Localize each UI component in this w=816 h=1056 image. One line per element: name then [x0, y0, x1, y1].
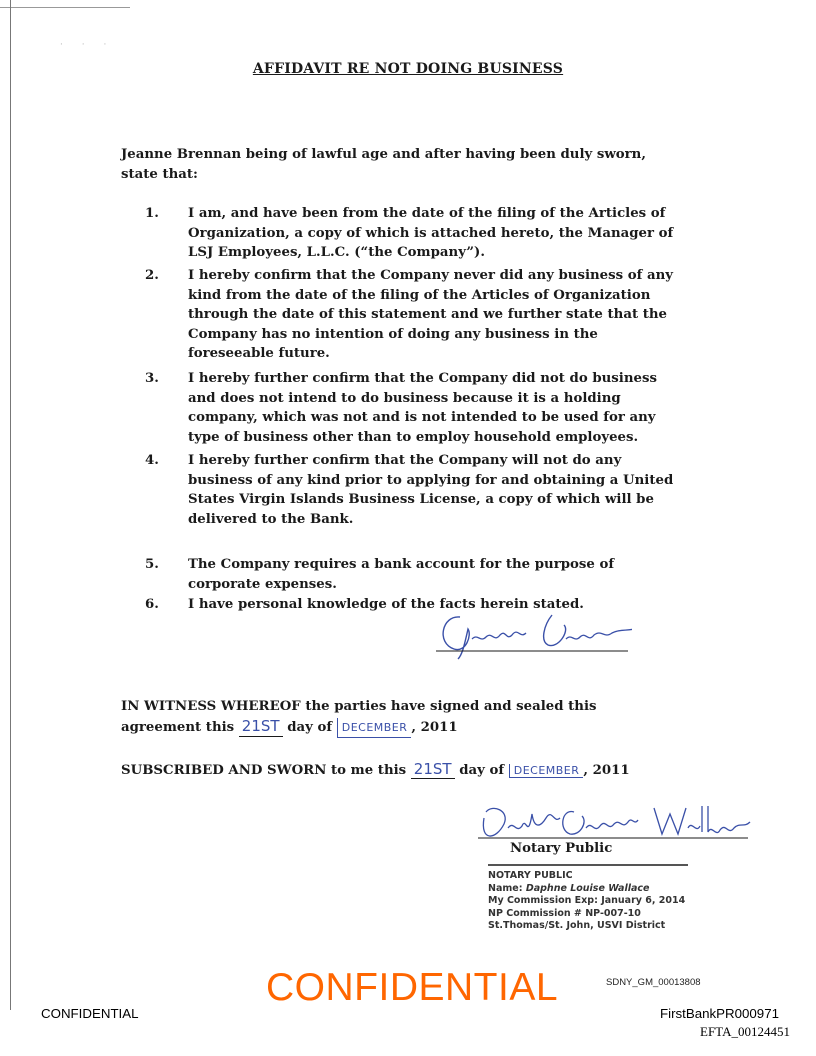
production-id: FirstBankPR000971 [660, 1006, 779, 1021]
item-text: I hereby confirm that the Company never did any business of any kind from the date of the filing of the Articles of Organization through the date of this statement and we further state that the Company has no intention of doing any business in the foreseeable future. [188, 268, 673, 361]
scan-specks: · · · [60, 40, 115, 50]
stamp-title: NOTARY PUBLIC [488, 870, 573, 881]
witness-statement: IN WITNESS WHEREOF the parties have signed and sealed this agreement this 21ST day of DECEMBER , 2011 [121, 697, 681, 738]
list-item [145, 266, 685, 364]
efta-id: EFTA_00124451 [700, 1024, 790, 1039]
notary-stamp [488, 870, 685, 933]
stamp-commission-no: NP Commission # NP-007-10 [488, 907, 641, 919]
item-text: I have personal knowledge of the facts herein stated. [188, 597, 584, 612]
stamp-district: St.Thomas/St. John, USVI District [488, 920, 666, 931]
stamp-divider [488, 864, 688, 866]
list-item [145, 555, 685, 594]
applicant-signature [432, 605, 632, 661]
bates-number: SDNY_GM_00013808 [606, 977, 701, 988]
intro-paragraph: Jeanne Brennan being of lawful age and after having been duly sworn, state that: [121, 147, 646, 182]
subscribed-day-handwritten: 21ST [411, 760, 455, 779]
subscribed-statement: SUBSCRIBED AND SWORN to me this 21ST day of DECEMBER , 2011 [121, 760, 630, 778]
stamp-name-line: Name: Daphne Louise Wallace [488, 882, 650, 894]
confidential-stamp: CONFIDENTIAL [266, 966, 559, 1009]
notary-public-label: Notary Public [510, 841, 613, 856]
scan-edge-line [0, 7, 130, 8]
list-item [145, 204, 685, 263]
item-text: I hereby further confirm that the Company did not do business and does not intend to do business because it is a holding company, which was not and is not intended to be used for any type of business other than to employ household employees. [188, 371, 657, 445]
list-item [145, 369, 685, 447]
witness-day-handwritten: 21ST [239, 717, 283, 738]
item-number: 1. [145, 206, 159, 221]
document-title: AFFIDAVIT RE NOT DOING BUSINESS [252, 61, 564, 77]
item-number: 3. [145, 371, 159, 386]
item-number: 4. [145, 453, 159, 468]
scan-margin-line [10, 0, 11, 1010]
item-number: 2. [145, 268, 159, 283]
stamp-commission-exp: My Commission Exp: January 6, 2014 [488, 895, 686, 906]
item-text: I am, and have been from the date of the filing of the Articles of Organization, a copy of which is attached hereto, the Manager of LSJ Employees, L.L.C. (“the Company”). [188, 206, 674, 260]
list-item [145, 451, 685, 529]
confidential-label: CONFIDENTIAL [41, 1006, 139, 1021]
item-text: I hereby further confirm that the Company will not do any business of any kind prior to applying for and obtaining a United States Virgin Islands Business License, a copy of which will be delivered to the Bank. [188, 453, 674, 527]
item-number: 5. [145, 557, 159, 572]
item-number: 6. [145, 597, 159, 612]
witness-month-handwritten: DECEMBER [337, 718, 412, 739]
item-text: The Company requires a bank account for the purpose of corporate expenses. [188, 557, 615, 592]
subscribed-month-handwritten: DECEMBER [509, 764, 584, 778]
